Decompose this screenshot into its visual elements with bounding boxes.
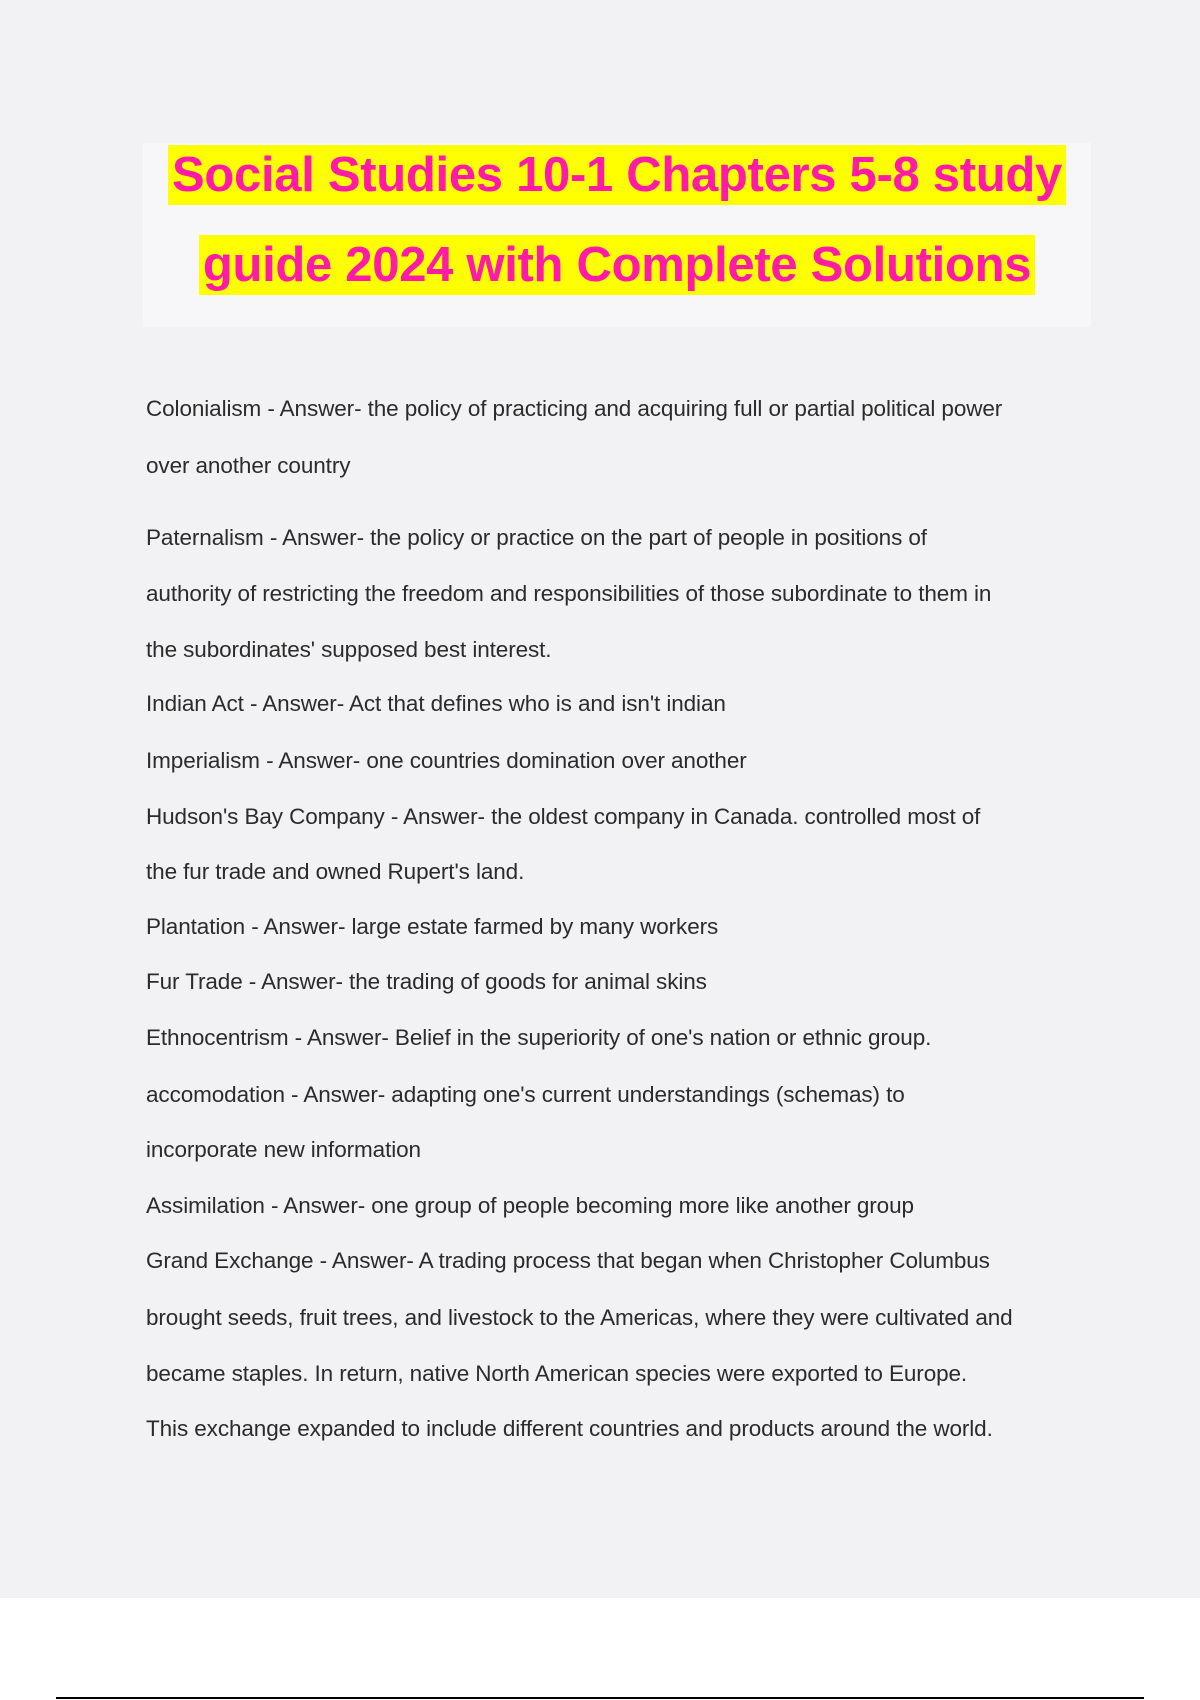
entry-line: Indian Act - Answer- Act that defines who is and isn't indian: [146, 691, 726, 716]
entry-line: Imperialism - Answer- one countries domination over another: [146, 748, 747, 773]
entry-line: Ethnocentrism - Answer- Belief in the superiority of one's nation or ethnic group.: [146, 1025, 932, 1050]
entry-line: Assimilation - Answer- one group of people becoming more like another group: [146, 1193, 914, 1218]
entry-line: Hudson's Bay Company - Answer- the oldest company in Canada. controlled most of: [146, 804, 981, 829]
entry-line: became staples. In return, native North American species were exported to Europe.: [146, 1361, 968, 1386]
entry-line: Grand Exchange - Answer- A trading process that began when Christopher Columbus: [146, 1248, 990, 1273]
entry-line: accomodation - Answer- adapting one's current understandings (schemas) to: [146, 1082, 905, 1107]
entry-line: brought seeds, fruit trees, and livestock to the Americas, where they were cultivated and: [146, 1305, 1013, 1330]
entry-line: the subordinates' supposed best interest.: [146, 637, 552, 662]
entry-line: over another country: [146, 453, 351, 478]
entry-line: incorporate new information: [146, 1137, 421, 1162]
title-line-2: guide 2024 with Complete Solutions: [199, 235, 1035, 295]
title-line-1: Social Studies 10-1 Chapters 5-8 study: [168, 145, 1066, 205]
title-block: [143, 143, 1091, 327]
entry-line: Fur Trade - Answer- the trading of goods for animal skins: [146, 969, 707, 994]
entry-line: the fur trade and owned Rupert's land.: [146, 859, 525, 884]
entry-line: Paternalism - Answer- the policy or practice on the part of people in positions of: [146, 525, 927, 550]
entry-line: This exchange expanded to include different countries and products around the world.: [146, 1416, 993, 1441]
entry-line: Colonialism - Answer- the policy of practicing and acquiring full or partial political power: [146, 396, 1003, 421]
footer-divider: [56, 1697, 1144, 1699]
entry-line: authority of restricting the freedom and responsibilities of those subordinate to them in: [146, 581, 992, 606]
entry-line: Plantation - Answer- large estate farmed by many workers: [146, 914, 719, 939]
